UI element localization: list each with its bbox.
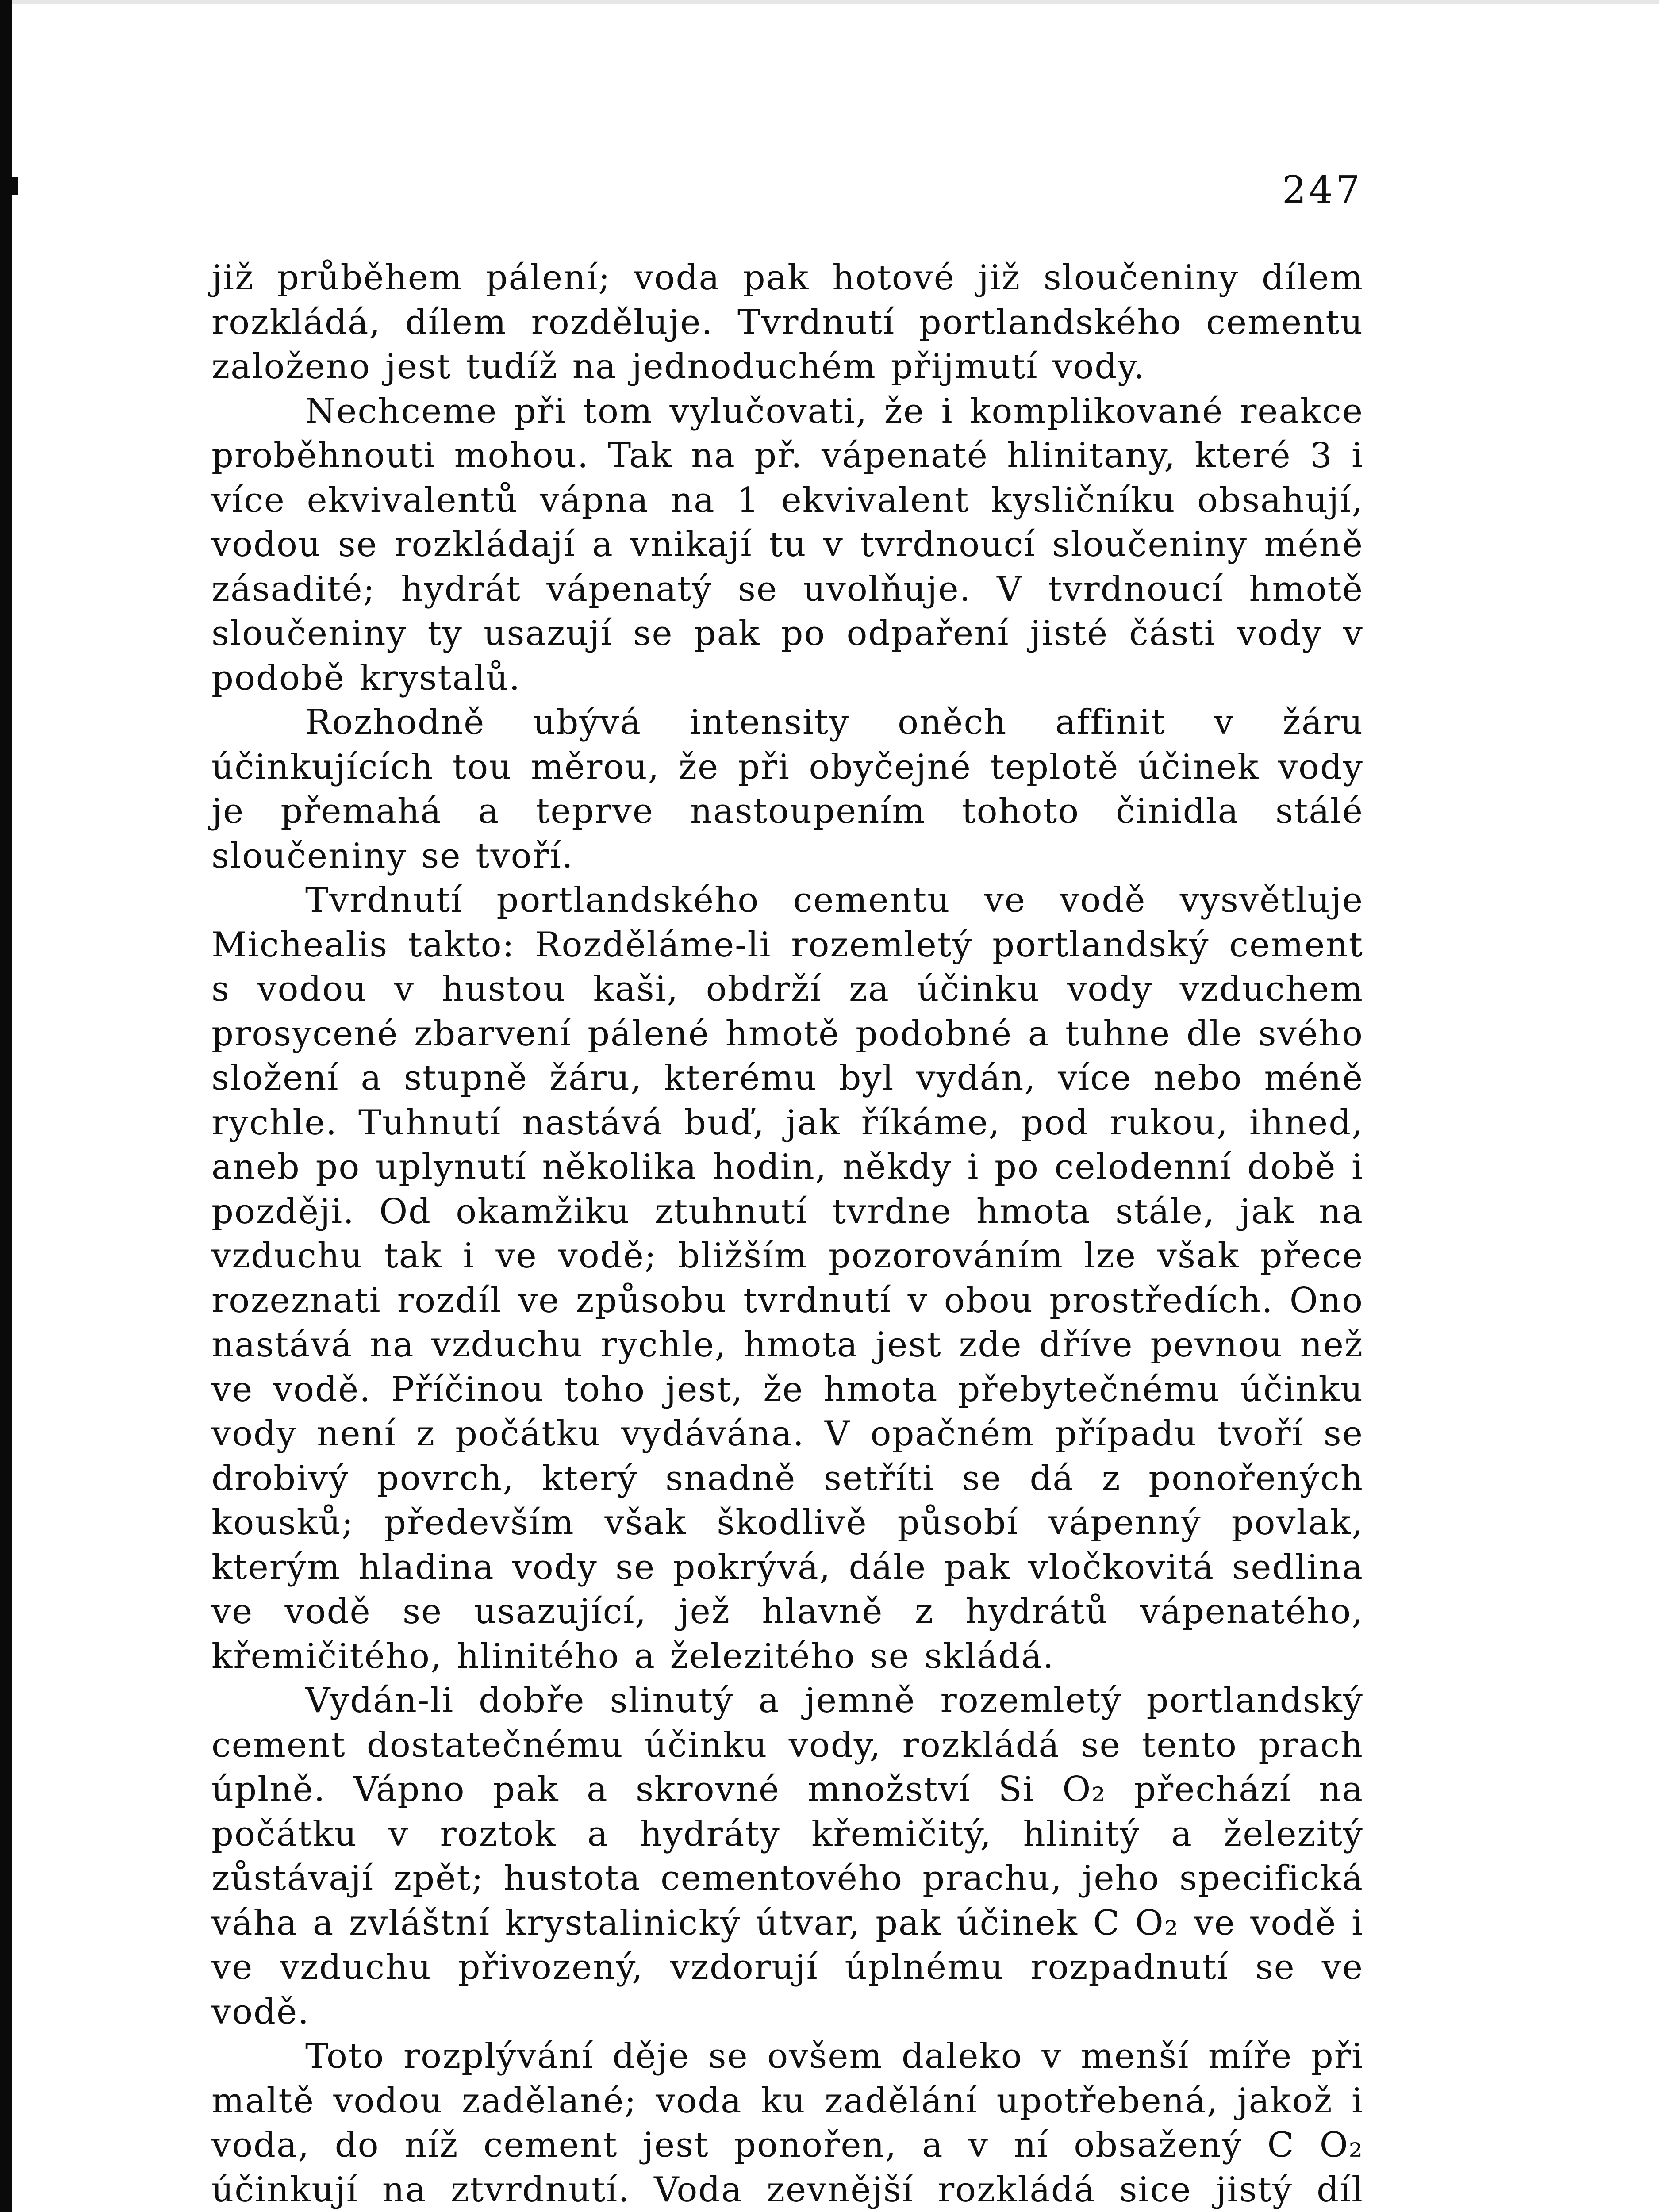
page-number: 247 bbox=[1282, 168, 1363, 212]
scan-binding-notch bbox=[8, 177, 18, 195]
body-text bbox=[211, 256, 1363, 2212]
paragraph-2: Nechceme při tom vylučovati, že i komplikované reakce proběhnouti mohou. Tak na př. vápenaté hlinitany, které 3 i více ekvivalentů vápna na 1 ekvivalent kysličníku obsahují, vodou se rozkládají a vnikají tu v tvrdnoucí sloučeniny méně zásadité; hydrát vápenatý se uvolňuje. V tvrdnoucí hmotě sloučeniny ty usazují se pak po odpaření jisté části vody v podobě krystalů. bbox=[211, 391, 1363, 698]
paragraph-5: Vydán-li dobře slinutý a jemně rozemletý portlandský cement dostatečnému účinku vody, rozkládá se tento prach úplně. Vápno pak a skrovné množství Si O₂ přechází na počátku v roztok a hydráty křemičitý, hlinitý a železitý zůstávají zpět; hustota cementového prachu, jeho specifická váha a zvláštní krystalinický útvar, pak účinek C O₂ ve vodě i ve vzduchu přivozený, vzdorují úplnému rozpadnutí se ve vodě. bbox=[211, 1681, 1363, 2032]
paragraph-3: Rozhodně ubývá intensity oněch affinit v žáru účinkujících tou měrou, že při obyčejné teplotě účinek vody je přemahá a teprve nastoupením tohoto činidla stálé sloučeniny se tvoří. bbox=[211, 703, 1363, 876]
scan-top-edge bbox=[12, 0, 1659, 4]
scan-binding-edge bbox=[0, 0, 12, 2212]
paragraph-1: již průběhem pálení; voda pak hotové již sloučeniny dílem rozkládá, dílem rozděluje. Tvrdnutí portlandského cementu založeno jest tudíž na jednoduchém přijmutí vody. bbox=[211, 258, 1363, 387]
paragraph-6: Toto rozplývání děje se ovšem daleko v menší míře při maltě vodou zadělané; voda ku zadělání upotřebená, jakož i voda, do níž cement jest ponořen, a v ní obsažený C O₂ účinkují na ztvrdnutí. Voda zevnější rozkládá sice jistý díl bbox=[211, 2036, 1363, 2210]
paragraph-4: Tvrdnutí portlandského cementu ve vodě vysvětluje Michealis takto: Rozděláme-li rozemletý portlandský cement s vodou v hustou kaši, obdrží za účinku vody vzduchem prosycené zbarvení pálené hmotě podobné a tuhne dle svého složení a stupně žáru, kterému byl vydán, více nebo méně rychle. Tuhnutí nastává buď, jak říkáme, pod rukou, ihned, aneb po uplynutí několika hodin, někdy i po celodenní době i později. Od okamžiku ztuhnutí tvrdne hmota stále, jak na vzduchu tak i ve vodě; bližším pozorováním lze však přece rozeznati rozdíl ve způsobu tvrdnutí v obou prostředích. Ono nastává na vzduchu rychle, hmota jest zde dříve pevnou než ve vodě. Příčinou toho jest, že hmota přebytečnému účinku vody není z počátku vydávána. V opačném případu tvoří se drobivý povrch, který snadně setříti se dá z ponořených kousků; především však škodlivě působí vápenný povlak, kterým hladina vody se pokrývá, dále pak vločkovitá sedlina ve vodě se usazující, jež hlavně z hydrátů vápenatého, křemičitého, hlinitého a železitého se skládá. bbox=[211, 880, 1363, 1676]
